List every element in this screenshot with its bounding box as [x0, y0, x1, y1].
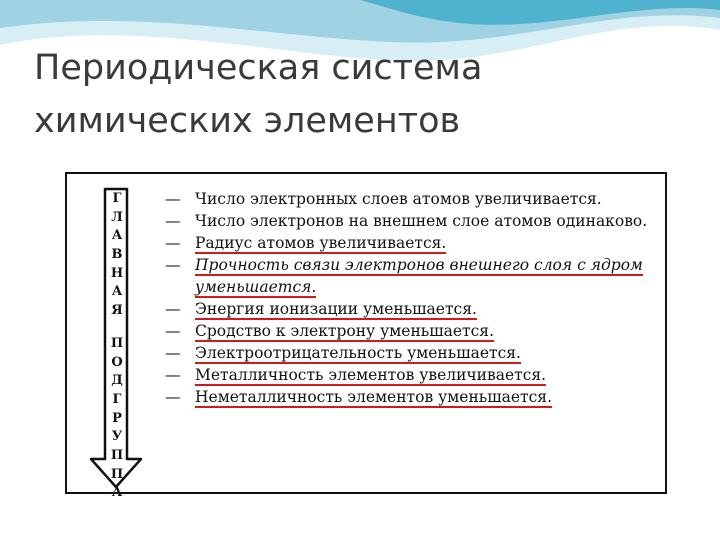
- trend-item-text: Сродство к электрону уменьшается.: [195, 322, 495, 340]
- trend-item-text: Металличность элементов увеличивается.: [195, 366, 547, 384]
- arrow-letter: П: [110, 335, 124, 351]
- trend-item: [165, 386, 663, 408]
- slide-title-line-1: Периодическая система: [34, 48, 483, 88]
- trend-item-dash: —: [165, 234, 181, 252]
- trend-item-dash: —: [165, 300, 181, 318]
- trend-item-dash: —: [165, 344, 181, 362]
- arrow-letter: Г: [112, 391, 122, 407]
- trend-item-text: Неметалличность элементов уменьшается.: [195, 388, 553, 406]
- trend-item-dash: —: [165, 212, 181, 230]
- arrow-letter: П: [110, 466, 124, 482]
- trend-item-text: Радиус атомов увеличивается.: [195, 234, 447, 252]
- trend-item-dash: —: [165, 322, 181, 340]
- trend-item: [165, 254, 663, 298]
- trend-item-dash: —: [165, 388, 181, 406]
- trend-item: [165, 232, 663, 254]
- arrow-letter: О: [111, 354, 123, 370]
- trend-item-dash: —: [165, 256, 181, 274]
- trend-item: [165, 320, 663, 342]
- arrow-letter: В: [111, 247, 123, 263]
- trend-item: [165, 188, 663, 210]
- arrow-letter: А: [111, 228, 123, 244]
- trend-list: [165, 188, 663, 408]
- trend-item: [165, 342, 663, 364]
- trend-item: [165, 210, 663, 232]
- slide-title: [34, 42, 674, 148]
- arrow-letter: Г: [112, 191, 122, 206]
- trend-item-dash: —: [165, 190, 181, 208]
- trend-item-text: Число электронных слоев атомов увеличивается.: [195, 190, 602, 208]
- trend-item-text: Электроотрицательность уменьшается.: [195, 344, 521, 362]
- figure-frame: [65, 172, 667, 501]
- arrow-letter: Д: [111, 373, 123, 389]
- arrow-letter: А: [111, 284, 123, 300]
- arrow-letter: П: [110, 447, 124, 463]
- arrow-letter: Н: [110, 265, 124, 281]
- slide-title-line-2: химических элементов: [34, 101, 461, 141]
- arrow-letter: А: [111, 485, 123, 501]
- arrow-letter: У: [111, 429, 123, 445]
- arrow-vertical-label: [105, 190, 129, 503]
- trend-item: [165, 298, 663, 320]
- trend-item: [165, 364, 663, 386]
- arrow-letter: Я: [111, 303, 123, 319]
- arrow-letter: Л: [111, 209, 123, 225]
- trend-item-text: Число электронов на внешнем слое атомов одинаково.: [195, 212, 648, 230]
- trend-item-text: Прочность связи электронов внешнего слоя с ядром уменьшается.: [195, 256, 643, 296]
- trend-item-dash: —: [165, 366, 181, 384]
- trend-item-text: Энергия ионизации уменьшается.: [195, 300, 477, 318]
- arrow-letter: Р: [112, 410, 122, 426]
